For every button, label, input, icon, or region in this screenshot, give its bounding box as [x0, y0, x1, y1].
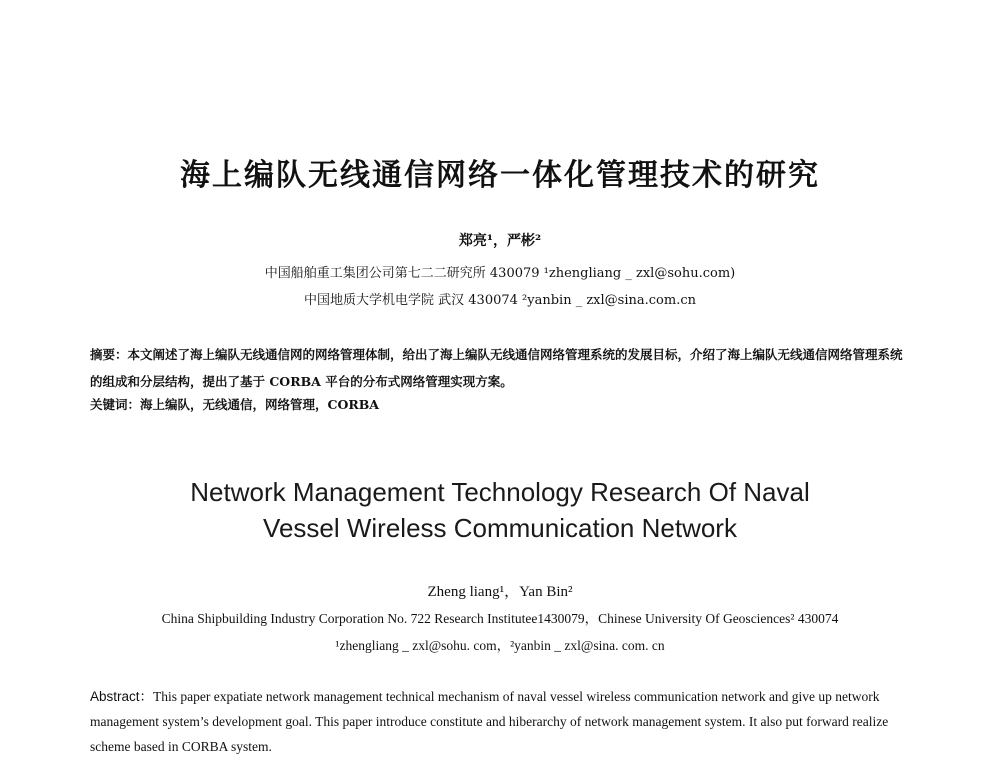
- english-title-line-2: Vessel Wireless Communication Network: [263, 513, 737, 543]
- english-emails: ¹zhengliang _ zxl@sohu. com，²yanbin _ zxl@sina. com. cn: [335, 638, 665, 653]
- english-title-line-1: Network Management Technology Research Of Naval: [190, 477, 810, 507]
- chinese-title: 海上编队无线通信网络一体化管理技术的研究: [180, 158, 820, 193]
- chinese-affiliation-1: 中国船舶重工集团公司第七二二研究所 430079 ¹zhengliang _ zxl@sohu.com): [264, 266, 736, 281]
- english-affiliation: China Shipbuilding Industry Corporation No. 722 Research Institutee1430079，Chinese University Of Geosciences² 430074: [161, 611, 839, 626]
- english-title: [0, 474, 1000, 546]
- chinese-affiliation-2: 中国地质大学机电学院 武汉 430074 ²yanbin _ zxl@sina.com.cn: [304, 293, 696, 308]
- english-abstract: [90, 684, 915, 759]
- chinese-authors: 郑亮¹，严彬²: [458, 233, 542, 249]
- chinese-abstract: [90, 341, 910, 395]
- chinese-keywords-text: 海上编队，无线通信，网络管理，CORBA: [140, 397, 380, 412]
- chinese-keywords-label: 关键词：: [90, 397, 141, 412]
- english-abstract-text: This paper expatiate network management technical mechanism of naval vessel wireless communication network and give up network management system’s development goal. This paper introduce constitute and hiberarchy of network management system. It also put forward realize scheme based in CORBA system.: [90, 689, 889, 754]
- english-abstract-label: Abstract：: [90, 689, 154, 704]
- english-authors: Zheng liang¹，Yan Bin²: [427, 584, 573, 600]
- chinese-abstract-text: 本文阐述了海上编队无线通信网的网络管理体制，给出了海上编队无线通信网络管理系统的发展目标，介绍了海上编队无线通信网络管理系统的组成和分层结构，提出了基于 CORBA 平台的分布式网络管理实现方案。: [90, 347, 903, 389]
- chinese-keywords: [90, 395, 910, 413]
- chinese-abstract-label: 摘要：: [90, 347, 128, 362]
